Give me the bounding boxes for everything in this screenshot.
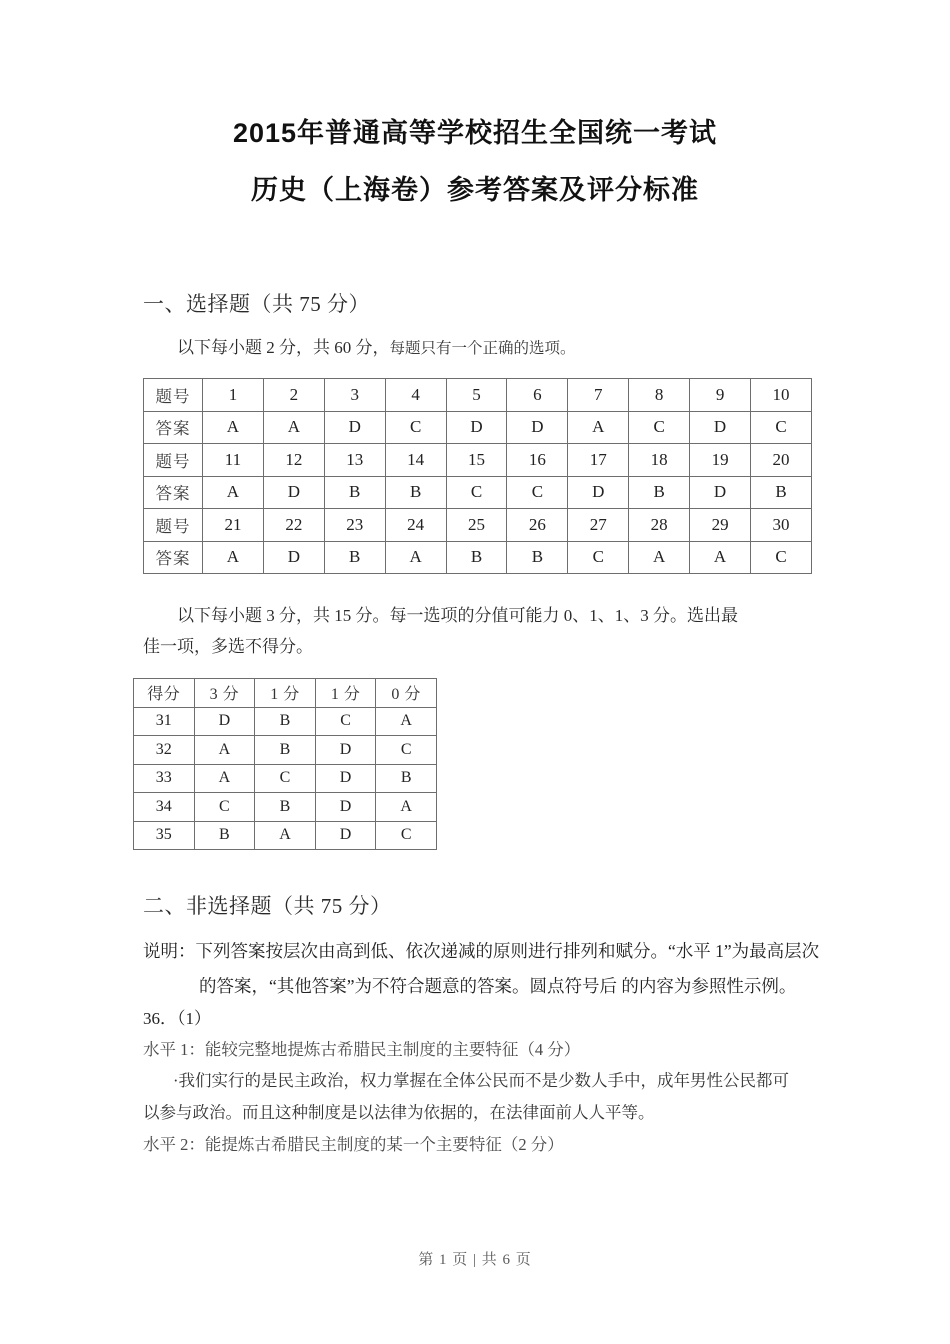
table-cell: 29	[690, 509, 751, 542]
table-cell: D	[315, 764, 376, 793]
table-cell: D	[315, 821, 376, 850]
table-cell: A	[376, 793, 437, 822]
page-footer: 第 1 页 | 共 6 页	[418, 1252, 532, 1268]
table-cell: C	[751, 541, 812, 574]
table-cell: A	[203, 541, 264, 574]
table-cell: D	[446, 411, 507, 444]
table-cell: 11	[203, 444, 264, 477]
table-row	[144, 411, 812, 444]
table-cell: B	[385, 476, 446, 509]
table-cell: A	[568, 411, 629, 444]
table-cell: A	[385, 541, 446, 574]
section-one-heading: 一、选择题（共 75 分）	[143, 292, 370, 317]
table-cell: A	[255, 821, 316, 850]
column-header: 1 分	[255, 679, 316, 708]
table-cell: C	[751, 411, 812, 444]
title-block	[0, 0, 950, 206]
level-1-example-line1: ·我们实行的是民主政治，权力掌握在全体公民而不是少数人手中，成年男性公民都可	[173, 1071, 789, 1091]
table-row	[144, 444, 812, 477]
table-cell: 1	[203, 379, 264, 412]
table-cell: C	[194, 793, 255, 822]
table-cell: B	[194, 821, 255, 850]
table-cell: 13	[324, 444, 385, 477]
table-cell: B	[255, 707, 316, 736]
table-cell: 31	[134, 707, 195, 736]
table-row	[144, 379, 812, 412]
intro-small-text: 每题只有一个正确的选项。	[389, 340, 576, 358]
table-cell: 20	[751, 444, 812, 477]
table-cell: C	[507, 476, 568, 509]
table-row	[134, 736, 437, 765]
table-row	[134, 679, 437, 708]
document-title-line1: 2015年普通高等学校招生全国统一考试	[232, 118, 718, 148]
table-cell: 30	[751, 509, 812, 542]
table-cell: B	[751, 476, 812, 509]
section-one-intro	[143, 332, 817, 364]
table-row	[144, 541, 812, 574]
table-cell: B	[376, 764, 437, 793]
table-cell: 17	[568, 444, 629, 477]
table-cell: 4	[385, 379, 446, 412]
table-cell: 21	[203, 509, 264, 542]
table-cell: C	[629, 411, 690, 444]
level-1-label: 水平 1：能较完整地提炼古希腊民主制度的主要特征（4 分）	[143, 1040, 581, 1060]
table-cell: B	[629, 476, 690, 509]
table-cell: 27	[568, 509, 629, 542]
table-cell: B	[255, 736, 316, 765]
row-label-question: 题号	[144, 509, 203, 542]
note-line-3: 的内容为参照性示例。	[621, 976, 797, 997]
table-cell: 12	[263, 444, 324, 477]
table-cell: 35	[134, 821, 195, 850]
table-cell: A	[376, 707, 437, 736]
table-cell: 26	[507, 509, 568, 542]
table-row	[144, 509, 812, 542]
table-cell: D	[263, 541, 324, 574]
table-cell: 18	[629, 444, 690, 477]
column-header: 0 分	[376, 679, 437, 708]
row-label-question: 题号	[144, 444, 203, 477]
table-cell: B	[324, 541, 385, 574]
table-cell: D	[315, 793, 376, 822]
table-cell: 33	[134, 764, 195, 793]
table-cell: 2	[263, 379, 324, 412]
section-two-note	[143, 934, 822, 1004]
table-cell: A	[629, 541, 690, 574]
table-cell: D	[324, 411, 385, 444]
table-cell: 9	[690, 379, 751, 412]
table-cell: 14	[385, 444, 446, 477]
column-header: 得分	[134, 679, 195, 708]
table-cell: A	[203, 411, 264, 444]
table-cell: 25	[446, 509, 507, 542]
table-cell: C	[376, 821, 437, 850]
table-cell: 7	[568, 379, 629, 412]
table-cell: A	[263, 411, 324, 444]
table-cell: C	[315, 707, 376, 736]
table-row	[134, 764, 437, 793]
table-cell: B	[446, 541, 507, 574]
table-cell: D	[690, 411, 751, 444]
table-cell: C	[255, 764, 316, 793]
note-line-1: 说明：下列答案按层次由高到低、依次递减的原则进行排列和赋分。“水平	[143, 941, 711, 962]
table-cell: B	[255, 793, 316, 822]
table-cell: C	[385, 411, 446, 444]
table-cell: C	[376, 736, 437, 765]
section-one-intro2-line2: 佳一项，多选不得分。	[143, 637, 313, 657]
table-cell: 10	[751, 379, 812, 412]
table-cell: B	[507, 541, 568, 574]
intro-main-text: 以下每小题 2 分，共 60 分，	[177, 338, 390, 358]
table-cell: 24	[385, 509, 446, 542]
table-cell: 16	[507, 444, 568, 477]
table-cell: 3	[324, 379, 385, 412]
table-cell: 28	[629, 509, 690, 542]
level-1-example-line2: 以参与政治。而且这种制度是以法律为依据的，在法律面前人人平等。	[143, 1103, 655, 1123]
document-title-line2: 历史（上海卷）参考答案及评分标准	[251, 175, 699, 206]
table-cell: 6	[507, 379, 568, 412]
table-cell: D	[507, 411, 568, 444]
question-number-36: 36．（1）	[143, 1009, 211, 1029]
note-line-2: 1”为最高层次的答案，“其他答案”为不符合题意的答案。圆点符号后	[199, 941, 820, 997]
table-cell: 8	[629, 379, 690, 412]
table-cell: C	[568, 541, 629, 574]
row-label-answer: 答案	[144, 411, 203, 444]
table-cell: D	[315, 736, 376, 765]
table-cell: C	[446, 476, 507, 509]
section-one-intro2-line1: 以下每小题 3 分，共 15 分。每一选项的分值可能力 0、1、1、3 分。选出最	[177, 606, 738, 626]
table-row	[134, 821, 437, 850]
table-row	[134, 707, 437, 736]
table-cell: A	[203, 476, 264, 509]
table-cell: 32	[134, 736, 195, 765]
table-cell: D	[194, 707, 255, 736]
table-cell: D	[263, 476, 324, 509]
table-cell: 23	[324, 509, 385, 542]
answer-table	[143, 378, 812, 574]
table-cell: 15	[446, 444, 507, 477]
table-cell: 34	[134, 793, 195, 822]
table-row	[134, 793, 437, 822]
column-header: 1 分	[315, 679, 376, 708]
score-table-body	[134, 679, 437, 850]
row-label-answer: 答案	[144, 541, 203, 574]
table-cell: 19	[690, 444, 751, 477]
column-header: 3 分	[194, 679, 255, 708]
row-label-answer: 答案	[144, 476, 203, 509]
answer-table-body	[144, 379, 812, 574]
section-two-heading: 二、非选择题（共 75 分）	[143, 894, 392, 919]
table-cell: D	[690, 476, 751, 509]
score-table	[133, 678, 437, 850]
table-row	[144, 476, 812, 509]
row-label-question: 题号	[144, 379, 203, 412]
level-2-label: 水平 2：能提炼古希腊民主制度的某一个主要特征（2 分）	[143, 1135, 564, 1155]
table-cell: B	[324, 476, 385, 509]
table-cell: A	[194, 736, 255, 765]
table-cell: A	[194, 764, 255, 793]
table-cell: 5	[446, 379, 507, 412]
table-cell: 22	[263, 509, 324, 542]
table-cell: A	[690, 541, 751, 574]
table-cell: D	[568, 476, 629, 509]
